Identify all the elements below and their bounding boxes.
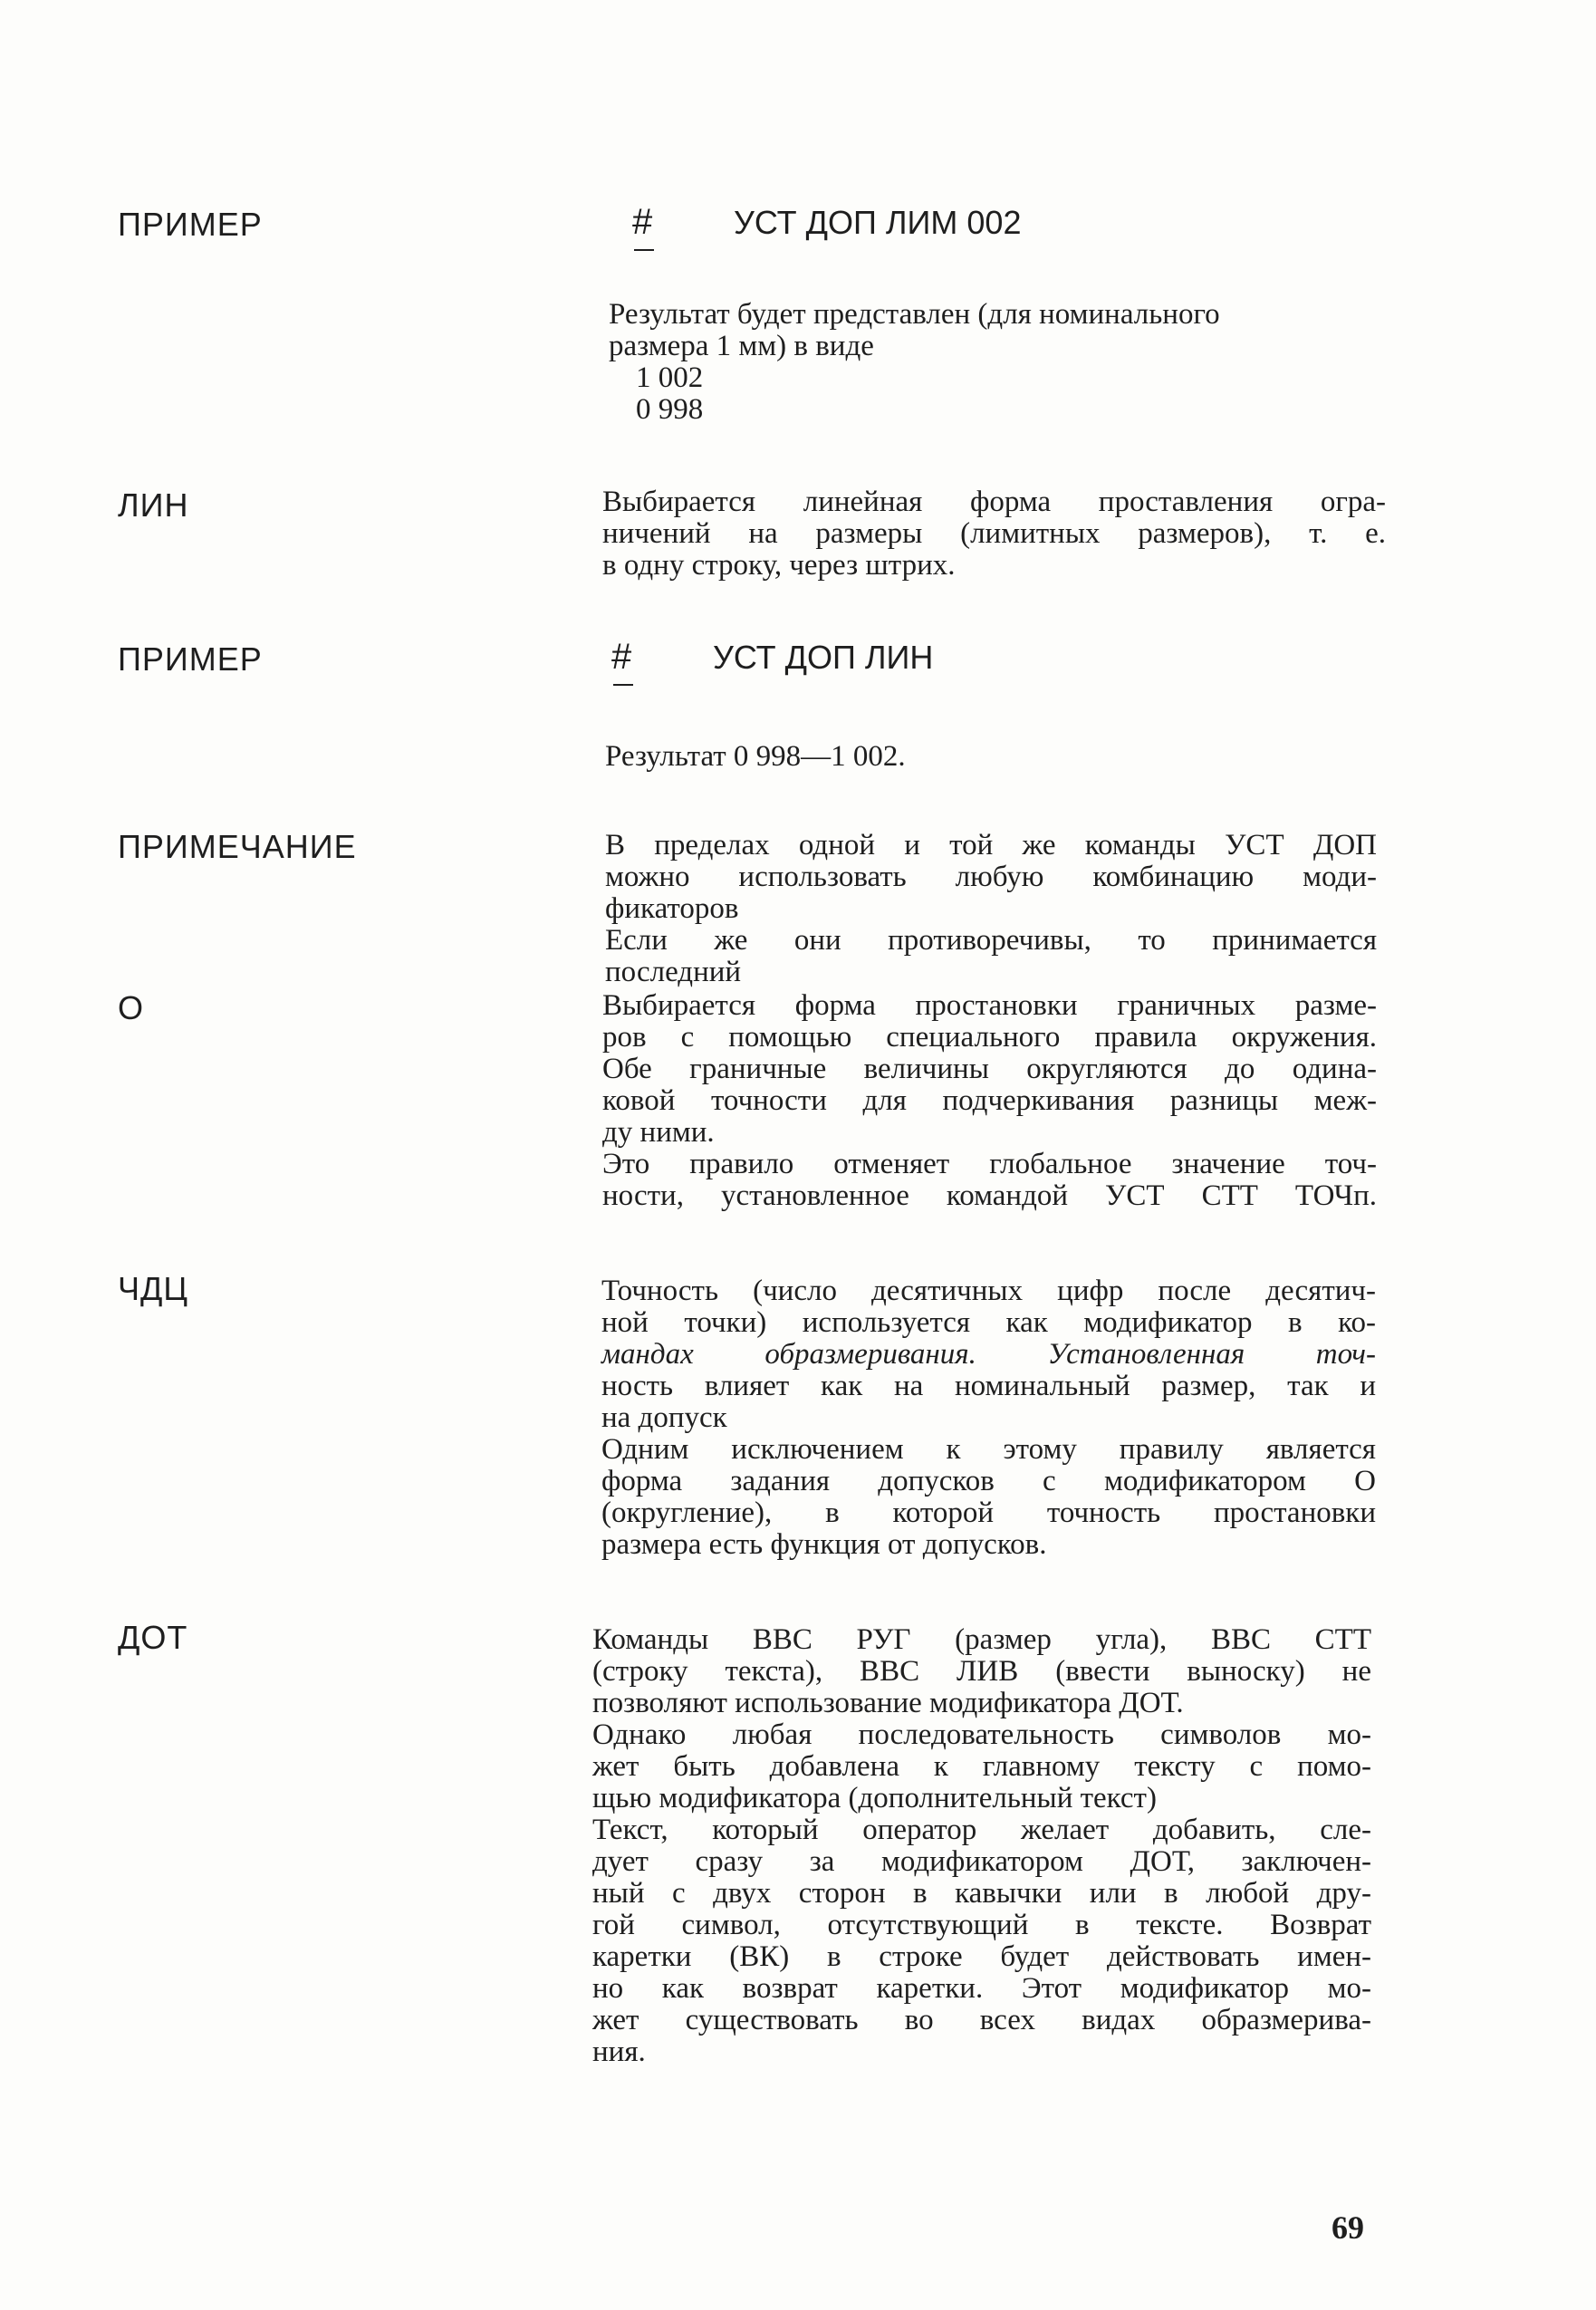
example-command-1 (632, 204, 1021, 241)
chdc-description (601, 1275, 1376, 1561)
text-line: каретки (ВК) в строке будет действовать имен- (592, 1940, 1371, 1973)
lin-description (602, 486, 1386, 582)
text-line: Однако любая последовательность символов мо- (592, 1718, 1371, 1751)
text-line: Это правило отменяет глобальное значение точ- (602, 1148, 1377, 1180)
text-line: форма задания допусков с модификатором О (601, 1465, 1376, 1497)
hash-symbol-2: # (611, 639, 659, 675)
text-line: Выбирается линейная форма проставления огра- (602, 486, 1386, 518)
label-primer-2: ПРИМЕР (118, 640, 263, 678)
text-line: Текст, который оператор желает добавить, сле- (592, 1814, 1371, 1846)
text-line: Обе граничные величины округляются до одина- (602, 1053, 1377, 1085)
text-line: ничений на размеры (лимитных размеров), т. е. (602, 517, 1386, 550)
text-line: ный с двух сторон в кавычки или в любой дру- (592, 1877, 1371, 1910)
text-line: ров с помощью специального правила окружения. (602, 1021, 1377, 1054)
text-line: но как возврат каретки. Этот модификатор мо- (592, 1972, 1371, 2005)
note-block (605, 830, 1377, 988)
result-block (609, 299, 1406, 426)
text-line: фикаторов (605, 892, 739, 925)
text-line: ду ними. (602, 1116, 715, 1149)
text-line: размера 1 мм) в виде (609, 330, 874, 362)
text-line: ковой точности для подчеркивания разницы меж- (602, 1084, 1377, 1117)
text-line: 0 998 (636, 393, 704, 426)
text-line: Точность (число десятичных цифр после десятич- (601, 1275, 1376, 1307)
o-description (602, 990, 1377, 1212)
label-lin: ЛИН (118, 486, 189, 524)
text-line: Выбирается форма простановки граничных разме- (602, 989, 1377, 1022)
text-line: жет быть добавлена к главному тексту с помо- (592, 1750, 1371, 1783)
label-dot: ДОТ (118, 1619, 188, 1656)
text-line: ния. (592, 2036, 646, 2068)
dot-description (592, 1624, 1371, 2068)
text-line: (строку текста), ВВС ЛИВ (ввести выноску) не (592, 1655, 1371, 1688)
example-command-2 (611, 639, 933, 676)
label-primer-1: ПРИМЕР (118, 206, 263, 243)
text-line: позволяют использование модификатора ДОТ. (592, 1687, 1184, 1719)
text-line: Одним исключением к этому правилу является (601, 1433, 1376, 1466)
text-line: Результат будет представлен (для номинального (609, 298, 1220, 331)
hash-symbol-1: # (632, 204, 679, 240)
text-line: Команды ВВС РУГ (размер угла), ВВС СТТ (592, 1623, 1371, 1656)
page-number: 69 (1332, 2209, 1364, 2246)
text-line: Результат 0 998—1 002. (605, 740, 906, 773)
text-line: мандах образмеривания. Установленная точ- (601, 1338, 1376, 1371)
text-line: (округление), в которой точность простановки (601, 1497, 1376, 1529)
text-line: жет существовать во всех видах образмерива- (592, 2004, 1371, 2036)
label-o: О (118, 989, 145, 1026)
text-line: дует сразу за модификатором ДОТ, заключен- (592, 1845, 1371, 1878)
text-line: ности, установленное командой УСТ СТТ ТОЧп. (602, 1179, 1377, 1212)
text-line: гой символ, отсутствующий в тексте. Возврат (592, 1909, 1371, 1941)
text-line: размера есть функция от допусков. (601, 1528, 1047, 1561)
text-line: можно использовать любую комбинацию моди- (605, 861, 1377, 893)
text-line: щью модификатора (дополнительный текст) (592, 1782, 1157, 1814)
label-chdc: ЧДЦ (118, 1270, 189, 1307)
example-command-1-text: УСТ ДОП ЛИМ 002 (734, 204, 1022, 241)
text-line: ность влияет как на номинальный размер, так и (601, 1370, 1376, 1402)
text-line: Если же они противоречивы, то принимается (605, 924, 1377, 957)
label-primechanie: ПРИМЕЧАНИЕ (118, 828, 357, 865)
result-lin (605, 741, 1384, 773)
text-line: последний (605, 956, 742, 988)
text-line: на допуск (601, 1401, 727, 1434)
text-line: ной точки) используется как модификатор в ко- (601, 1306, 1376, 1339)
text-line: 1 002 (636, 361, 704, 394)
text-line: В пределах одной и той же команды УСТ ДОП (605, 829, 1377, 861)
example-command-2-text: УСТ ДОП ЛИН (713, 639, 934, 676)
text-line: в одну строку, через штрих. (602, 549, 956, 582)
